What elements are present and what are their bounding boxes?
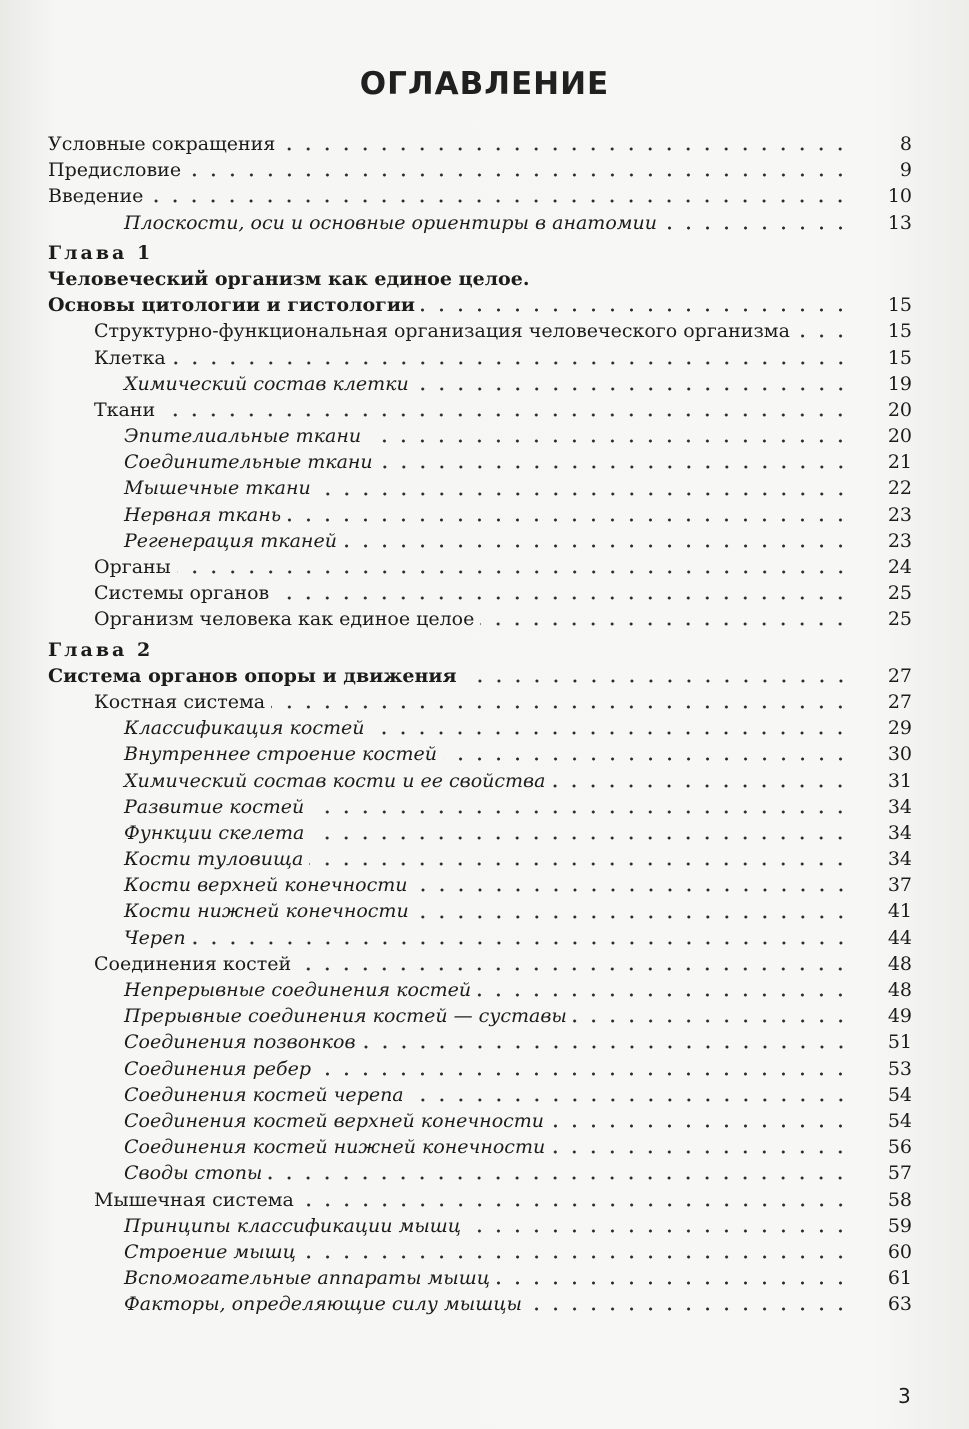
- dot-leader: [663, 212, 850, 234]
- toc-entry: [48, 210, 912, 236]
- dot-leader: [275, 582, 850, 604]
- toc-entry-label: Органы: [94, 556, 171, 578]
- dot-leader: [370, 717, 850, 739]
- toc-entry-page: 29: [887, 717, 912, 740]
- toc-entry: [48, 475, 912, 501]
- dot-leader: [467, 1215, 850, 1237]
- toc-entry: [48, 977, 912, 1003]
- dot-leader: [317, 478, 850, 500]
- toc-entry: [48, 951, 912, 977]
- toc-entry-page: 20: [887, 425, 912, 448]
- dot-leader: [480, 608, 850, 630]
- toc-entry-page: 27: [887, 690, 912, 713]
- toc-entry-label: Предисловие: [48, 159, 182, 182]
- toc-entry-page: 61: [887, 1267, 912, 1290]
- toc-entry-label: Непрерывные соединения костей: [124, 979, 472, 1001]
- toc-entry: [48, 794, 912, 820]
- toc-entry-page: 48: [887, 952, 912, 975]
- dot-leader: [302, 1241, 850, 1263]
- toc-entry-label: Череп: [124, 926, 186, 949]
- toc-entry-page: 15: [887, 294, 912, 317]
- toc-entry: [48, 872, 912, 898]
- toc-entry-label: Клетка: [94, 346, 166, 369]
- dot-leader: [281, 133, 850, 155]
- dot-leader: [551, 1136, 850, 1158]
- toc-entry: [48, 449, 912, 475]
- toc-entry-label: Классификация костей: [124, 717, 365, 740]
- page-number: 3: [898, 1384, 911, 1408]
- toc-entry-label: Мышечная система: [94, 1188, 294, 1211]
- dot-leader: [379, 451, 850, 473]
- toc-entry-label: Ткани: [94, 398, 156, 421]
- dot-leader: [268, 1162, 850, 1184]
- toc-entry: [48, 554, 912, 580]
- toc-entry: [48, 1108, 912, 1134]
- dot-leader: [271, 691, 850, 713]
- toc-entry-label: Химический состав кости и ее свойства: [124, 769, 546, 792]
- toc-entry: [48, 925, 912, 951]
- toc-entry: [48, 1187, 912, 1213]
- toc-entry: [48, 292, 912, 318]
- toc-entry-page: 23: [887, 503, 912, 526]
- toc-entry-page: 54: [887, 1109, 912, 1132]
- toc-entry-page: 13: [887, 211, 912, 234]
- toc-entry-page: 25: [887, 582, 912, 605]
- toc-entry-label: Введение: [48, 185, 144, 208]
- toc-entry: [48, 345, 912, 371]
- toc-entry-label: Строение мышц: [124, 1240, 296, 1263]
- toc-entry-page: 51: [887, 1031, 912, 1054]
- toc-entry-label: Своды стопы: [124, 1162, 263, 1185]
- toc-entry: [48, 318, 912, 344]
- toc-entry-label: Функции скелета: [124, 821, 305, 844]
- toc-entry-page: 31: [887, 769, 912, 792]
- toc-entry: [48, 423, 912, 449]
- toc-entry-label: Соединения костей черепа: [124, 1083, 404, 1106]
- dot-leader: [528, 1293, 850, 1315]
- toc-entry: [48, 183, 912, 209]
- toc-entry-label: Эпителиальные ткани: [124, 425, 362, 448]
- dot-leader: [796, 320, 850, 342]
- toc-entry: [48, 663, 912, 689]
- chapter-heading: [48, 240, 912, 266]
- toc-entry: [48, 715, 912, 741]
- toc-entry-label: Факторы, определяющие силу мышцы: [124, 1293, 522, 1316]
- dot-leader: [367, 425, 850, 447]
- toc-entry-label: Глава 2: [48, 638, 154, 661]
- toc-entry-label: Регенерация тканей: [124, 529, 337, 552]
- toc-entry-label: Развитие костей: [124, 795, 305, 818]
- toc-entry-page: 24: [887, 556, 912, 578]
- toc-entry: [48, 1134, 912, 1160]
- toc-entry: [48, 741, 912, 767]
- toc-entry-page: 22: [887, 477, 912, 500]
- toc-entry: [48, 131, 912, 157]
- dot-leader: [343, 530, 850, 552]
- toc-entry-label: Костная система: [94, 690, 266, 713]
- toc-entry-page: 57: [887, 1162, 912, 1185]
- toc-entry: [48, 1160, 912, 1186]
- toc-entry-page: 58: [887, 1188, 912, 1211]
- toc-entry-page: 54: [887, 1083, 912, 1106]
- toc-entry-page: 23: [887, 529, 912, 552]
- dot-leader: [551, 770, 850, 792]
- toc-entry-label: Мышечные ткани: [124, 477, 311, 500]
- dot-leader: [414, 874, 850, 896]
- toc-entry-label: Соединения костей: [94, 952, 292, 975]
- toc-entry-page: 44: [887, 926, 912, 949]
- dot-leader: [297, 953, 850, 975]
- dot-leader: [410, 1084, 850, 1106]
- toc-entry-label: Глава 1: [48, 241, 154, 264]
- toc-entry: [48, 1003, 912, 1029]
- toc-entry-label: Соединения позвонков: [124, 1031, 356, 1054]
- dot-leader: [477, 979, 850, 1001]
- dot-leader: [287, 504, 850, 526]
- dot-leader: [550, 1110, 850, 1132]
- toc-entry-page: 19: [887, 372, 912, 395]
- toc-entry-label: Условные сокращения: [48, 133, 276, 155]
- dot-leader: [192, 927, 850, 949]
- toc-entry-label: Система органов опоры и движения: [48, 664, 457, 687]
- toc-entry: [48, 1291, 912, 1317]
- toc-entry-page: 10: [887, 185, 912, 208]
- dot-leader: [310, 796, 850, 818]
- toc-entry: [48, 1056, 912, 1082]
- toc-entry: [48, 266, 912, 292]
- table-of-contents: [48, 131, 912, 1317]
- toc-entry-page: 20: [887, 398, 912, 421]
- toc-entry-page: 21: [887, 451, 912, 474]
- toc-entry: [48, 606, 912, 632]
- toc-entry: [48, 820, 912, 846]
- toc-entry-page: 30: [887, 743, 912, 766]
- dot-leader: [309, 848, 850, 870]
- dot-leader: [573, 1005, 850, 1027]
- toc-entry-label: Внутреннее строение костей: [124, 743, 437, 766]
- dot-leader: [317, 1058, 850, 1080]
- chapter-heading: [48, 637, 912, 663]
- toc-entry-page: 56: [887, 1136, 912, 1159]
- toc-entry-label: Нервная ткань: [124, 503, 282, 526]
- toc-entry-label: Прерывные соединения костей — суставы: [124, 1005, 567, 1028]
- dot-leader: [177, 556, 850, 578]
- page-title: ОГЛАВЛЕНИЕ: [359, 66, 610, 102]
- toc-entry-label: Соединения костей нижней конечности: [124, 1136, 546, 1159]
- toc-entry: [48, 1082, 912, 1108]
- dot-leader: [362, 1031, 850, 1053]
- dot-leader: [496, 1267, 850, 1289]
- toc-entry: [48, 846, 912, 872]
- toc-entry: [48, 1239, 912, 1265]
- toc-entry-label: Принципы классификации мышц: [124, 1214, 462, 1237]
- toc-entry: [48, 502, 912, 528]
- toc-entry-page: 37: [887, 874, 912, 897]
- toc-entry-page: 59: [887, 1214, 912, 1237]
- toc-entry: [48, 397, 912, 423]
- toc-entry-label: Кости нижней конечности: [124, 900, 409, 923]
- toc-entry-label: Вспомогательные аппараты мышц: [124, 1267, 491, 1290]
- toc-entry-page: 60: [887, 1240, 912, 1263]
- toc-entry-label: Кости туловища: [124, 848, 304, 871]
- toc-entry-page: 25: [887, 608, 912, 631]
- dot-leader: [415, 373, 850, 395]
- toc-entry-page: 8: [899, 133, 912, 155]
- toc-entry-label: Человеческий организм как единое целое.: [48, 267, 530, 290]
- toc-entry: [48, 1265, 912, 1291]
- toc-entry-page: 34: [887, 821, 912, 844]
- toc-entry-page: 15: [887, 346, 912, 369]
- toc-entry-page: 15: [887, 320, 912, 343]
- toc-entry-page: 34: [887, 795, 912, 818]
- toc-entry-label: Химический состав клетки: [124, 372, 409, 395]
- toc-entry-label: Соединения ребер: [124, 1057, 312, 1080]
- toc-entry: [48, 528, 912, 554]
- dot-leader: [415, 901, 850, 923]
- toc-entry-page: 53: [887, 1057, 912, 1080]
- dot-leader: [443, 743, 850, 765]
- dot-leader: [149, 185, 850, 207]
- toc-entry-page: 27: [887, 664, 912, 687]
- toc-entry-label: Плоскости, оси и основные ориентиры в анатомии: [124, 211, 657, 234]
- dot-leader: [421, 294, 850, 316]
- toc-entry-label: Основы цитологии и гистологии: [48, 294, 416, 317]
- toc-entry-label: Организм человека как единое целое: [94, 608, 475, 631]
- dot-leader: [300, 1189, 850, 1211]
- toc-entry: [48, 580, 912, 606]
- toc-entry-page: 9: [899, 159, 912, 182]
- toc-entry: [48, 689, 912, 715]
- toc-entry-label: Соединительные ткани: [124, 451, 373, 474]
- toc-entry-label: Соединения костей верхней конечности: [124, 1109, 545, 1132]
- toc-entry: [48, 157, 912, 183]
- dot-leader: [161, 399, 850, 421]
- dot-leader: [172, 347, 850, 369]
- toc-entry: [48, 1213, 912, 1239]
- toc-entry: [48, 371, 912, 397]
- dot-leader: [187, 159, 850, 181]
- toc-entry-page: 41: [887, 900, 912, 923]
- toc-entry-label: Кости верхней конечности: [124, 874, 408, 897]
- toc-entry-label: Системы органов: [94, 582, 270, 605]
- dot-leader: [310, 822, 850, 844]
- toc-entry-page: 63: [887, 1293, 912, 1316]
- dot-leader: [463, 665, 850, 687]
- toc-entry-page: 34: [887, 848, 912, 871]
- toc-entry-label: Структурно-функциональная организация человеческого организма: [94, 320, 790, 343]
- toc-entry: [48, 1029, 912, 1055]
- toc-entry-page: 48: [887, 979, 912, 1001]
- toc-entry-page: 49: [887, 1005, 912, 1028]
- toc-entry: [48, 898, 912, 924]
- toc-entry: [48, 768, 912, 794]
